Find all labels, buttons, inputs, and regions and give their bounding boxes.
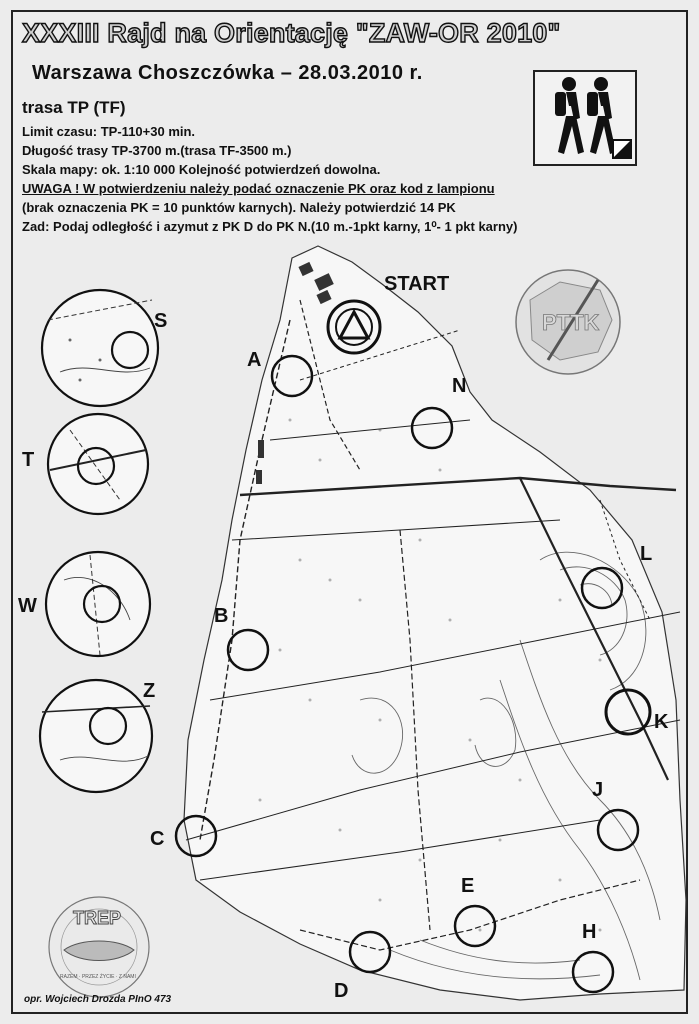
control-b-label: B — [214, 605, 229, 627]
event-title: XXXIII Rajd na Orientację "ZAW-OR 2010" — [22, 18, 561, 48]
task-note: Zad: Podaj odległość i azymut z PK D do PK N.(10 m.-1pkt karny, 1⁰- 1 pkt karny) — [22, 219, 518, 234]
control-l-label: L — [640, 543, 653, 565]
inset-t-label: T — [22, 449, 35, 471]
warning-note: UWAGA ! W potwierdzeniu należy podać oznaczenie PK oraz kod z lampionu — [22, 181, 495, 196]
route-name: trasa TP (TF) — [22, 98, 126, 117]
control-j-label: J — [592, 779, 604, 801]
event-subtitle: Warszawa Choszczówka – 28.03.2010 r. — [32, 62, 423, 84]
control-h-label: H — [582, 921, 597, 943]
inset-t — [48, 414, 148, 514]
inset-w — [46, 552, 150, 656]
control-e-label: E — [461, 875, 475, 897]
control-d-label: D — [334, 980, 349, 1002]
time-limit: Limit czasu: TP-110+30 min. — [22, 124, 196, 139]
inset-w-label: W — [18, 595, 37, 617]
route-length: Długość trasy TP-3700 m.(trasa TF-3500 m.) — [22, 143, 292, 158]
control-a-label: A — [247, 349, 262, 371]
control-n-label: N — [452, 375, 467, 397]
inset-s-label: S — [154, 310, 168, 332]
pttk-logo — [516, 270, 620, 374]
penalty-note: (brak oznaczenia PK = 10 punktów karnych). Należy potwierdzić 14 PK — [22, 200, 456, 215]
trep-logo — [49, 897, 149, 997]
start-label: START — [384, 273, 450, 295]
author-credit: opr. Wojciech Drozda PInO 473 — [24, 994, 172, 1005]
trep-ring-text: RAZEM · PRZEZ ŻYCIE · Z NAMI — [60, 974, 136, 980]
inset-s — [42, 290, 158, 406]
control-k-label: K — [654, 711, 669, 733]
inset-z-label: Z — [143, 680, 156, 702]
map-scale: Skala mapy: ok. 1:10 000 Kolejność potwierdzeń dowolna. — [22, 162, 381, 177]
pttk-text: PTTK — [542, 310, 600, 335]
inset-z — [40, 680, 152, 792]
control-c-label: C — [150, 828, 165, 850]
trep-text: TREP — [73, 908, 122, 928]
